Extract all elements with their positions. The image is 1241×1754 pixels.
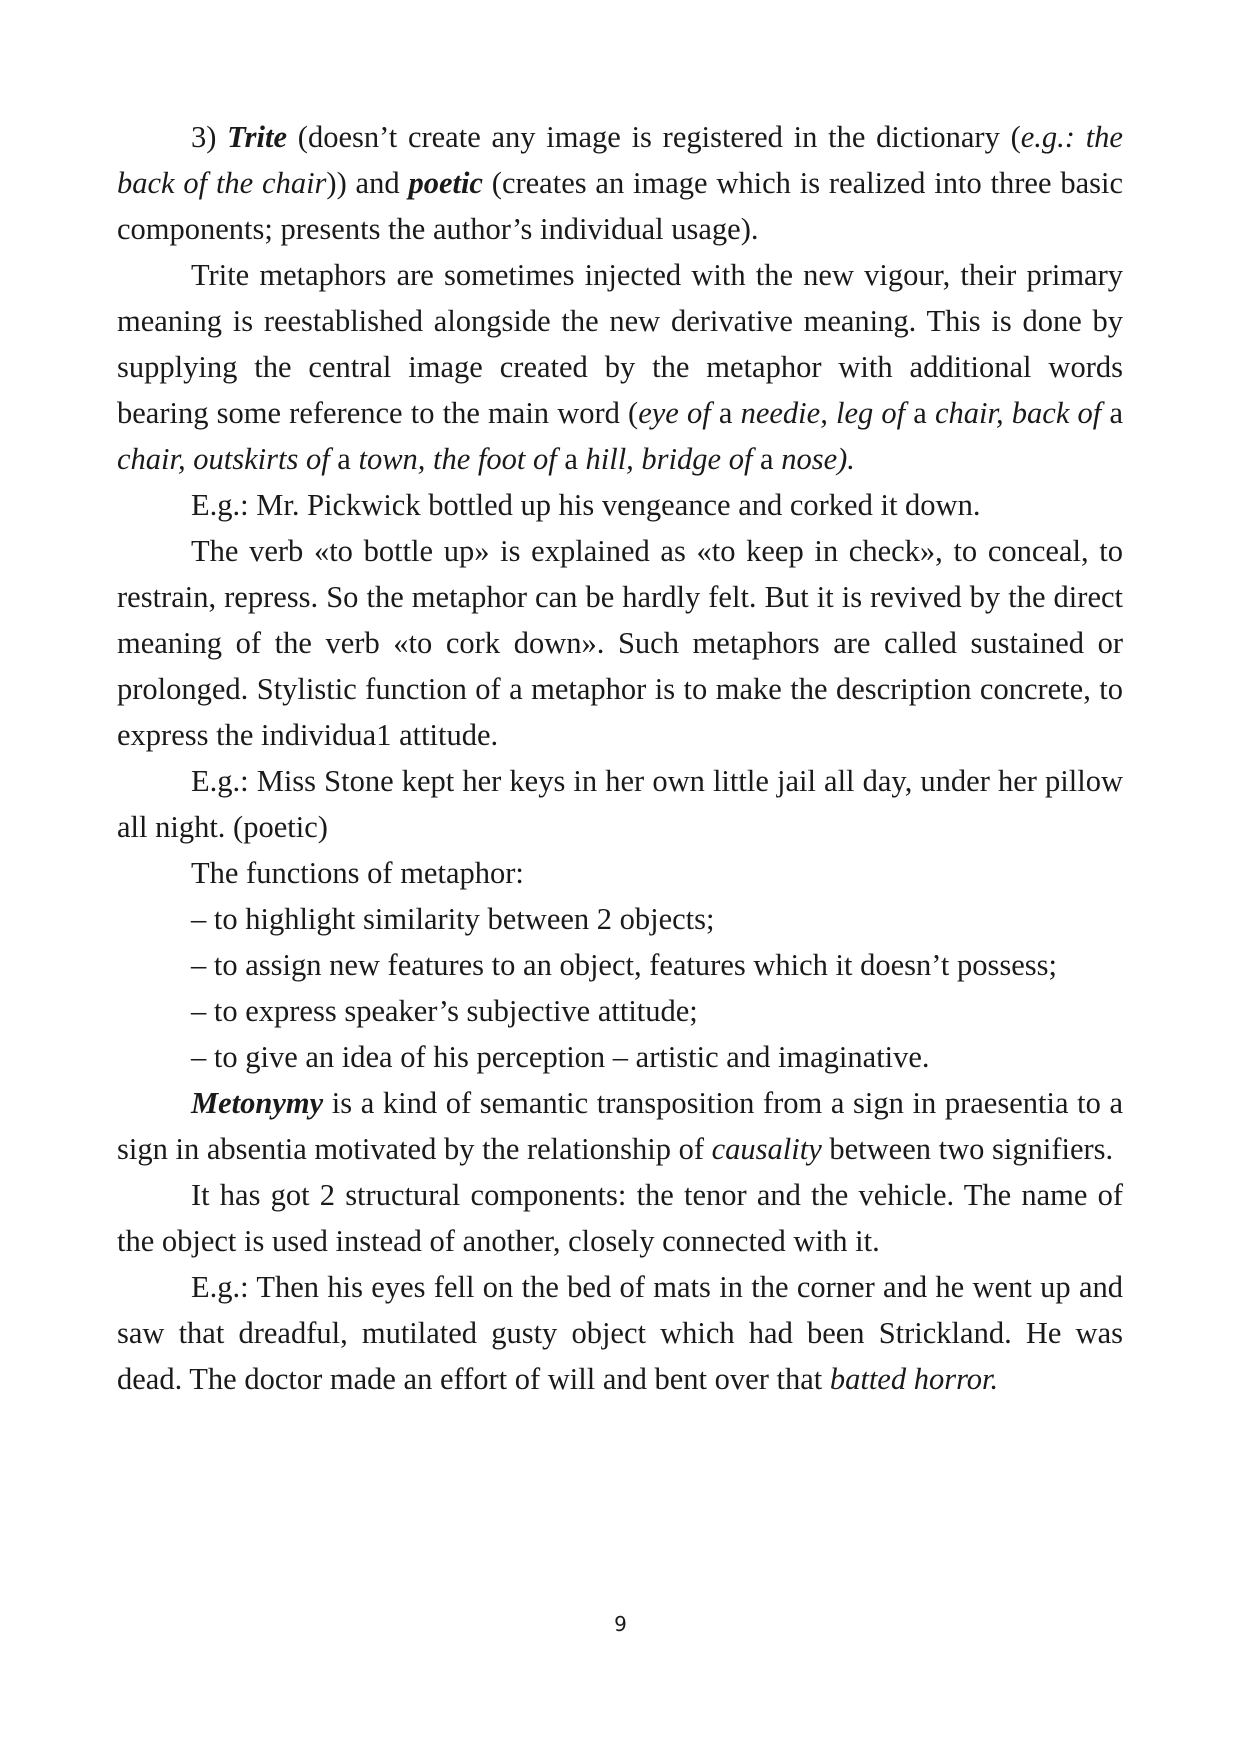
- page-body: [117, 114, 1123, 1402]
- example-back-of-chair: e.g.: the back of the chair: [117, 120, 1123, 200]
- functions-heading: The functions of metaphor:: [191, 856, 524, 890]
- term-causality: causality: [711, 1132, 822, 1166]
- paragraph-metonymy: Metonymy is a kind of semantic transposition from a sign in praesentia to a sign in absentia motivated by the relationship of causality between two signifiers.: [117, 1086, 1123, 1166]
- term-trite: Trite: [227, 120, 288, 154]
- list-number: 3): [191, 120, 228, 154]
- paragraph-structural-components: It has got 2 structural components: the tenor and the vehicle. The name of the object is used instead of another, closely connected with it.: [117, 1178, 1123, 1258]
- example-pickwick: E.g.: Mr. Pickwick bottled up his vengeance and corked it down.: [191, 488, 981, 522]
- paragraph-trite-metaphors: Trite metaphors are sometimes injected with the new vigour, their primary meaning is reestablished alongside the new derivative meaning. This is done by supplying the central image created by the metaphor with additional words bearing some reference to the main word (eye of a needie, leg of a chair, back of a chair, outskirts of a town, the foot of a hill, bridge of a nose).: [117, 258, 1123, 476]
- term-metonymy: Metonymy: [191, 1086, 324, 1120]
- paragraph-bottle-up: The verb «to bottle up» is explained as «to keep in check», to conceal, to restrain, repress. So the metaphor can be hardly felt. But it is revived by the direct meaning of the verb «to cork down». Such metaphors are called sustained or prolonged. Stylistic function of a metaphor is to make the description concrete, to express the individua1 attitude.: [117, 534, 1123, 752]
- function-item-2: – to assign new features to an object, features which it doesn’t possess;: [191, 948, 1057, 982]
- term-poetic: poetic: [408, 166, 483, 200]
- example-strickland: E.g.: Then his eyes fell on the bed of mats in the corner and he went up and saw that dreadful, mutilated gusty object which had been Strickland. He was dead. The doctor made an effort of will and bent over that batted horror.: [117, 1270, 1123, 1396]
- function-item-1: – to highlight similarity between 2 objects;: [191, 902, 715, 936]
- paragraph-trite-poetic: 3) Trite (doesn’t create any image is registered in the dictionary (e.g.: the back of the chair)) and poetic (creates an image which is realized into three basic components; presents the author’s individual usage).: [117, 120, 1123, 246]
- page-number: 9: [614, 1612, 627, 1636]
- example-miss-stone: E.g.: Miss Stone kept her keys in her own little jail all day, under her pillow all night. (poetic): [117, 764, 1123, 844]
- function-item-3: – to express speaker’s subjective attitude;: [191, 994, 698, 1028]
- function-item-4: – to give an idea of his perception – artistic and imaginative.: [191, 1040, 930, 1074]
